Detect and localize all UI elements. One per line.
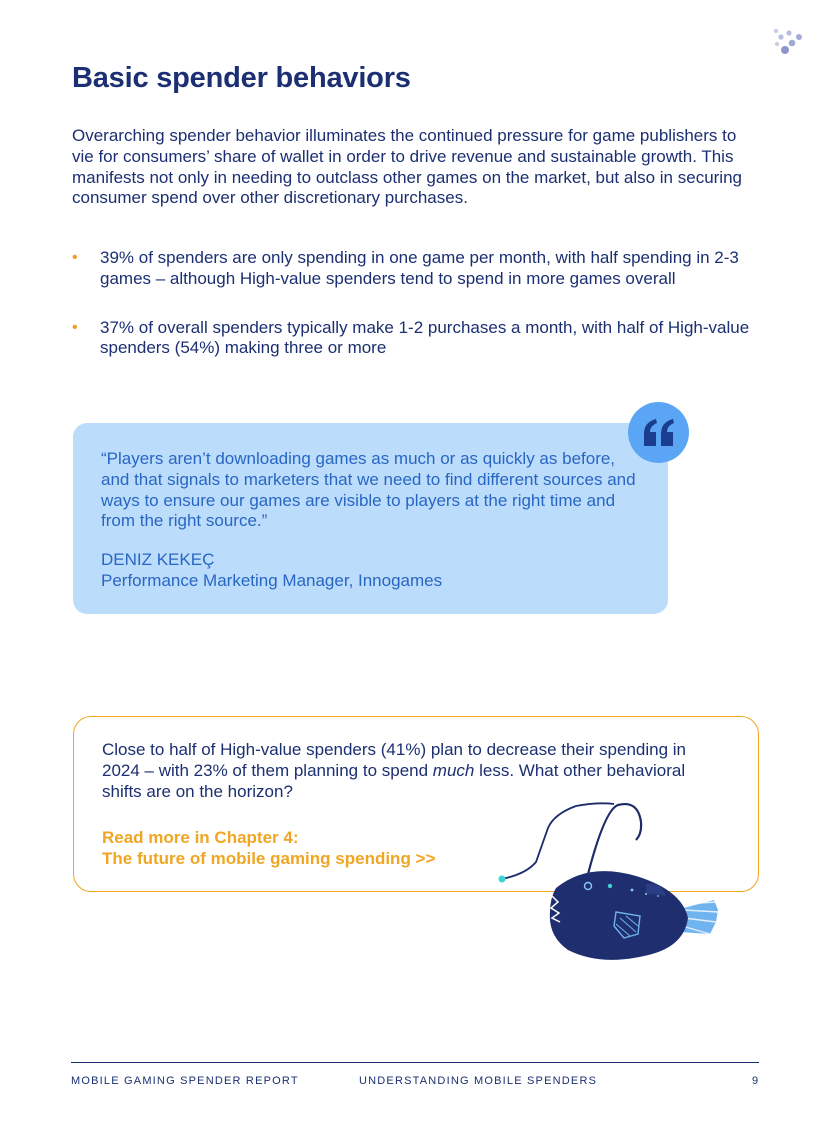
brand-dots-icon <box>772 28 806 58</box>
bullet-dot-icon: • <box>72 249 78 266</box>
footer-divider <box>71 1062 759 1063</box>
bullet-text: 37% of overall spenders typically make 1-2 purchases a month, with half of High-value spenders (54%) making three or more <box>100 317 750 358</box>
bullet-item <box>72 318 752 360</box>
bullet-text: 39% of spenders are only spending in one game per month, with half spending in 2-3 games – although High-value spenders tend to spend in more games overall <box>100 248 739 288</box>
callout-emphasis: much <box>432 760 475 780</box>
page-number: 9 <box>752 1075 759 1087</box>
quote-mark-icon <box>628 402 689 463</box>
callout-text <box>102 740 702 802</box>
chapter-link-line2[interactable]: The future of mobile gaming spending >> <box>102 849 436 868</box>
page-title: Basic spender behaviors <box>72 62 411 94</box>
callout-text-end: less. What other behavioral shifts are on the horizon? <box>102 760 686 801</box>
bullet-list <box>72 248 752 359</box>
anglerfish-illustration <box>496 800 726 965</box>
quote-author: DENIZ KEKEÇ <box>101 550 215 569</box>
intro-paragraph: Overarching spender behavior illuminates the continued pressure for game publishers to vie for consumers’ share of wallet in order to drive revenue and sustainable growth. This manifests not only in needing to outclass other games on the market, but also in securing consumer spend over other discretionary purchases. <box>72 126 742 208</box>
quote-author-role: Performance Marketing Manager, Innogames <box>101 571 443 590</box>
footer-report-name: MOBILE GAMING SPENDER REPORT <box>71 1075 299 1087</box>
chapter-link-line1[interactable]: Read more in Chapter 4: <box>102 828 299 847</box>
quote-text: “Players aren’t downloading games as much or as quickly as before, and that signals to marketers that we need to find different sources and ways to ensure our games are visible to players at the right time and from the right source.” <box>101 449 636 531</box>
quote-card <box>73 423 668 614</box>
footer-section-name: UNDERSTANDING MOBILE SPENDERS <box>359 1075 598 1087</box>
bullet-item <box>72 248 752 290</box>
bullet-dot-icon: • <box>72 318 78 336</box>
callout-text-start: Close to half of High-value spenders (41%) plan to decrease their spending in 2024 – with 23% of them planning to spend <box>102 740 687 780</box>
chapter-link[interactable] <box>102 827 435 869</box>
